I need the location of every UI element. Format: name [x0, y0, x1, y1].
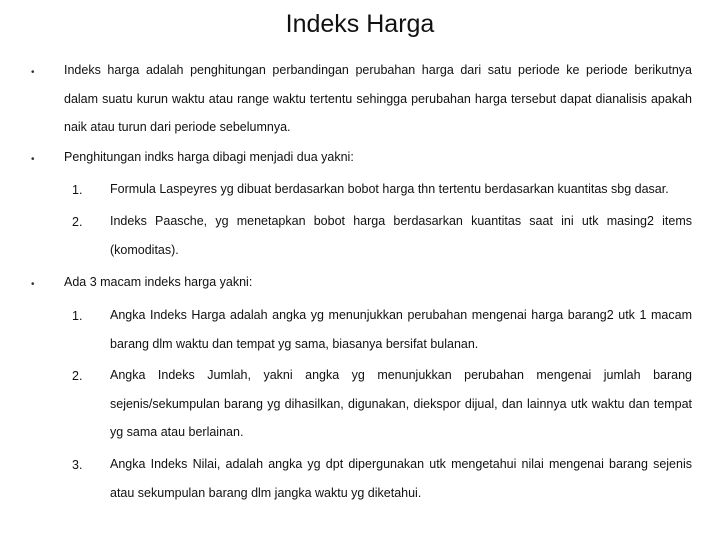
list-item-number: 3.	[72, 458, 83, 472]
bullet-marker: •	[31, 67, 35, 78]
bullet-types-text: Ada 3 macam indeks harga yakni:	[64, 275, 253, 289]
list-item-number: 2.	[72, 215, 83, 229]
bullet-marker: •	[31, 279, 35, 290]
page-title: Indeks Harga	[285, 10, 435, 38]
bullet-definition-text: Indeks harga adalah penghitungan perbandingan perubahan harga dari satu periode ke periode berikutnya dalam suatu kurun waktu atau range waktu tertentu sehingga perubahan harga tersebut dapat dianalisis apakah naik atau turun dari periode sebelumnya.	[64, 63, 692, 134]
list-item-number: 2.	[72, 369, 83, 383]
list-item-paasche: Indeks Paasche, yg menetapkan bobot harga berdasarkan kuantitas saat ini utk masing2 items (komoditas).	[110, 214, 692, 257]
list-item-number: 1.	[72, 183, 83, 197]
bullet-calculation-text: Penghitungan indks harga dibagi menjadi dua yakni:	[64, 150, 354, 164]
list-item-number: 1.	[72, 309, 83, 323]
list-item-laspeyres: Formula Laspeyres yg dibuat berdasarkan bobot harga thn tertentu berdasarkan kuantitas sbg dasar.	[110, 182, 669, 196]
list-item-indeks-nilai: Angka Indeks Nilai, adalah angka yg dpt dipergunakan utk mengetahui nilai mengenai barang sejenis atau sekumpulan barang dlm jangka waktu yg diketahui.	[110, 457, 692, 500]
list-item-indeks-harga: Angka Indeks Harga adalah angka yg menunjukkan perubahan mengenai harga barang2 utk 1 macam barang dlm waktu dan tempat yg sama, biasanya bersifat bulanan.	[110, 308, 692, 351]
list-item-indeks-jumlah: Angka Indeks Jumlah, yakni angka yg menunjukkan perubahan mengenai jumlah barang sejenis/sekumpulan barang yg dihasilkan, digunakan, diekspor dijual, dan lainnya utk waktu dan tempat yg sama atau berlainan.	[110, 368, 692, 439]
bullet-marker: •	[31, 154, 35, 165]
